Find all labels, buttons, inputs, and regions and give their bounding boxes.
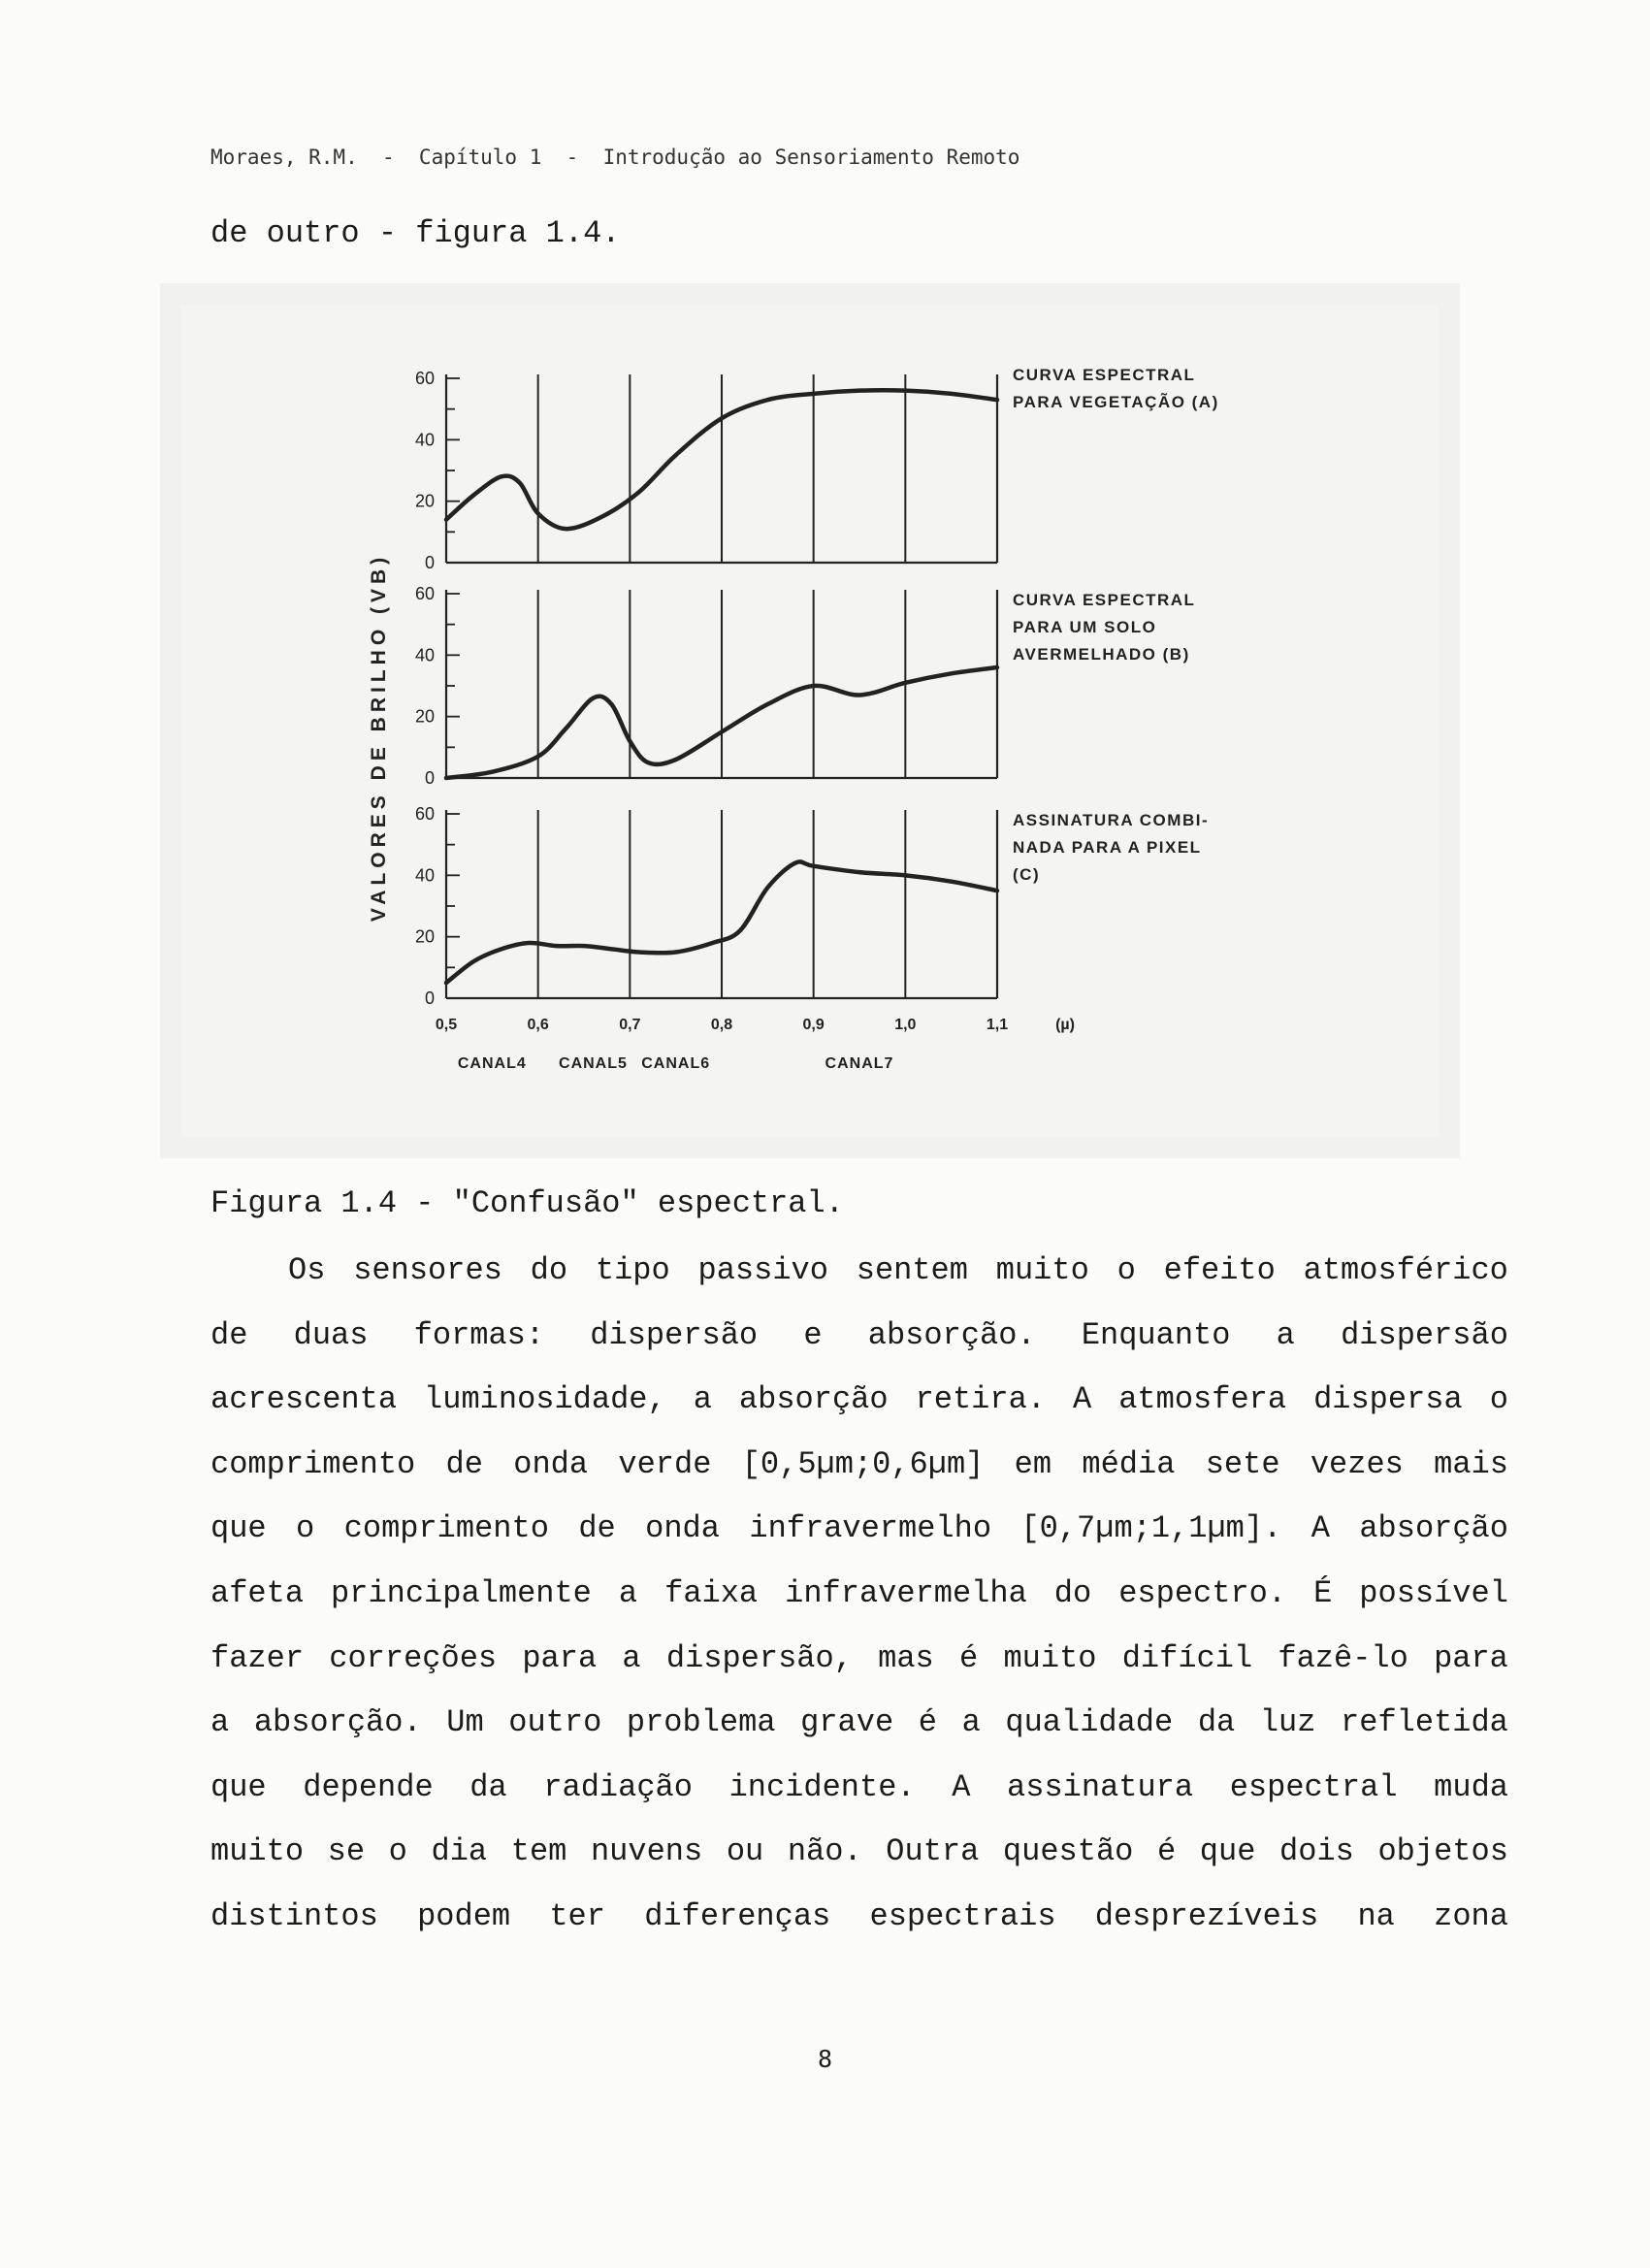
y-tick-label: 40 — [414, 645, 435, 665]
y-tick-label: 20 — [414, 491, 435, 511]
channel-label: CANAL7 — [825, 1055, 894, 1072]
running-header: Moraes, R.M. - Capítulo 1 - Introdução ao Sensoriamento Remoto — [210, 146, 1020, 169]
y-tick-label: 40 — [414, 430, 435, 450]
x-tick-label: 1,0 — [894, 1017, 917, 1033]
y-tick-label: 60 — [414, 584, 435, 603]
y-tick-label: 40 — [414, 865, 435, 886]
y-tick-label: 0 — [424, 553, 435, 572]
body-line: a absorção. Um outro problema grave é a qualidade da luz refletida — [210, 1704, 1508, 1741]
curve-label: NADA PARA A PIXEL — [1013, 838, 1202, 857]
body-line: distintos podem ter diferenças espectrais desprezíveis na zona — [210, 1897, 1508, 1934]
y-tick-label: 60 — [414, 804, 435, 824]
curve-label: PARA UM SOLO — [1013, 618, 1157, 636]
body-line: que o comprimento de onda infravermelho [0,7µm;1,1µm]. A absorção — [210, 1510, 1508, 1547]
x-tick-label: 0,5 — [435, 1017, 458, 1033]
channel-label: CANAL6 — [641, 1055, 711, 1072]
curve-label: ASSINATURA COMBI- — [1013, 811, 1210, 829]
curve-label: CURVA ESPECTRAL — [1013, 366, 1196, 384]
y-tick-label: 20 — [414, 926, 435, 947]
channel-label: CANAL4 — [457, 1055, 527, 1072]
body-line: fazer correções para a dispersão, mas é muito difícil fazê-lo para — [210, 1639, 1508, 1676]
curve-label: CURVA ESPECTRAL — [1013, 591, 1196, 609]
body-line: que depende da radiação incidente. A assinatura espectral muda — [210, 1768, 1508, 1805]
body-line: comprimento de onda verde [0,5µm;0,6µm] em média sete vezes mais — [210, 1445, 1508, 1482]
x-unit-label: (µ) — [1055, 1017, 1075, 1033]
figure-1-4 — [160, 283, 1460, 1158]
x-tick-label: 0,8 — [710, 1017, 733, 1033]
curve-label: (C) — [1013, 865, 1041, 884]
x-tick-label: 0,9 — [802, 1017, 825, 1033]
x-tick-label: 0,6 — [527, 1017, 549, 1033]
y-tick-label: 20 — [414, 706, 435, 727]
lead-line: de outro - figura 1.4. — [210, 215, 621, 251]
body-paragraph — [210, 1249, 1508, 1960]
y-tick-label: 60 — [414, 369, 435, 388]
y-axis-title: VALORES DE BRILHO (VB) — [368, 552, 390, 923]
figure-caption: Figura 1.4 - "Confusão" espectral. — [210, 1185, 844, 1221]
spectral-chart — [160, 283, 1460, 1158]
channel-label: CANAL5 — [559, 1055, 628, 1072]
page-number: 8 — [817, 2045, 833, 2073]
body-line: de duas formas: dispersão e absorção. Enquanto a dispersão — [210, 1316, 1508, 1353]
y-tick-label: 0 — [424, 988, 435, 1008]
body-line: Os sensores do tipo passivo sentem muito o efeito atmosférico — [288, 1252, 1508, 1288]
curve-label: AVERMELHADO (B) — [1013, 645, 1190, 664]
x-tick-label: 1,1 — [986, 1017, 1009, 1033]
curve-label: PARA VEGETAÇÃO (A) — [1013, 393, 1219, 411]
body-line: muito se o dia tem nuvens ou não. Outra questão é que dois objetos — [210, 1833, 1508, 1870]
body-line: acrescenta luminosidade, a absorção retira. A atmosfera dispersa o — [210, 1381, 1508, 1418]
y-tick-label: 0 — [424, 768, 435, 788]
body-line: afeta principalmente a faixa infravermelha do espectro. É possível — [210, 1574, 1508, 1611]
x-tick-label: 0,7 — [619, 1017, 641, 1033]
